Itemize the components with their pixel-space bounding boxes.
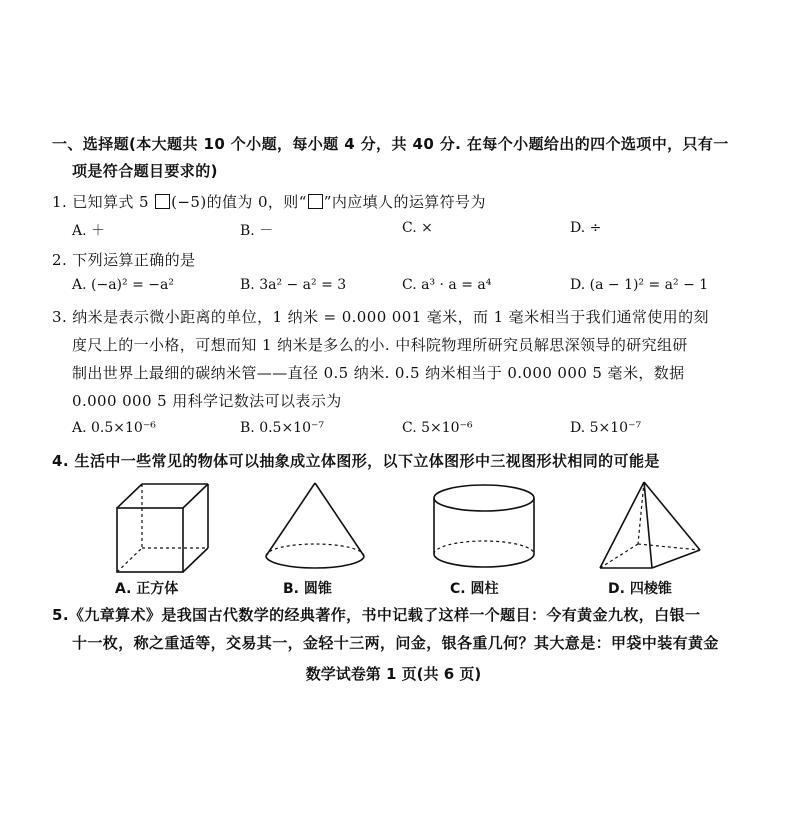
section-heading-line2: 项是符合题目要求的) [72,162,218,180]
caption-cube: A. 正方体 [115,581,179,597]
q3-option-c: C. 5×10⁻⁶ [402,420,473,436]
q4-stem: 4. 生活中一些常见的物体可以抽象成立体图形，以下立体图形中三视图形状相同的可能是 [52,452,660,470]
cone-figure [260,480,370,576]
q3-line3: 制出世界上最细的碳纳米管——直径 0.5 纳米. 0.5 纳米相当于 0.000 000 5 毫米，数据 [72,364,685,382]
q1-stem-post: (−5)的值为 0，则“ [171,193,307,211]
caption-pyramid: D. 四棱锥 [608,581,672,597]
q2-stem: 2. 下列运算正确的是 [52,251,196,269]
q3-option-a: A. 0.5×10⁻⁶ [72,420,156,436]
q1-option-d: D. ÷ [570,220,602,236]
q3-option-d: D. 5×10⁻⁷ [570,420,642,436]
section-heading-line1: 一、选择题(本大题共 10 个小题，每小题 4 分，共 40 分. 在每个小题给出的四个选项中，只有一 [52,135,729,153]
q3-line1: 3. 纳米是表示微小距离的单位，1 纳米 = 0.000 001 毫米，而 1 毫米相当于我们通常使用的刻 [52,308,709,326]
q2-option-c: C. a³ · a = a⁴ [402,277,492,293]
q3-line4: 0.000 000 5 用科学记数法可以表示为 [72,392,342,410]
q2-option-d: D. (a − 1)² = a² − 1 [570,277,709,293]
q1-stem [52,191,486,212]
caption-cylinder: C. 圆柱 [450,581,499,597]
blank-box-icon [155,194,170,209]
cylinder-figure [428,480,540,576]
q1-stem-end: ”内应填人的运算符号为 [323,193,486,211]
q1-option-c: C. × [402,220,433,236]
cube-figure [112,480,212,576]
q5-line2: 十一枚，称之重适等，交易其一，金轻十三两，问金，银各重几何？其大意是：甲袋中装有黄金 [72,634,719,652]
q3-option-b: B. 0.5×10⁻⁷ [240,420,324,436]
q1-option-b: B. － [240,223,274,239]
blank-box-icon [308,194,323,209]
q1-option-a: A. ＋ [72,223,106,239]
caption-cone: B. 圆锥 [283,581,332,597]
q1-stem-pre: 1. 已知算式 5 [52,193,155,211]
pyramid-figure [596,478,706,578]
q3-line2: 度尺上的一小格，可想而知 1 纳米是多么的小. 中科院物理所研究员解思深领导的研究组研 [72,336,688,354]
q2-option-a: A. (−a)² = −a² [72,277,174,293]
page-footer: 数学试卷第 1 页(共 6 页) [305,665,482,683]
q5-line1: 5.《九章算术》是我国古代数学的经典著作，书中记载了这样一个题目：今有黄金九枚，白银一 [52,606,701,624]
q2-option-b: B. 3a² − a² = 3 [240,277,347,293]
